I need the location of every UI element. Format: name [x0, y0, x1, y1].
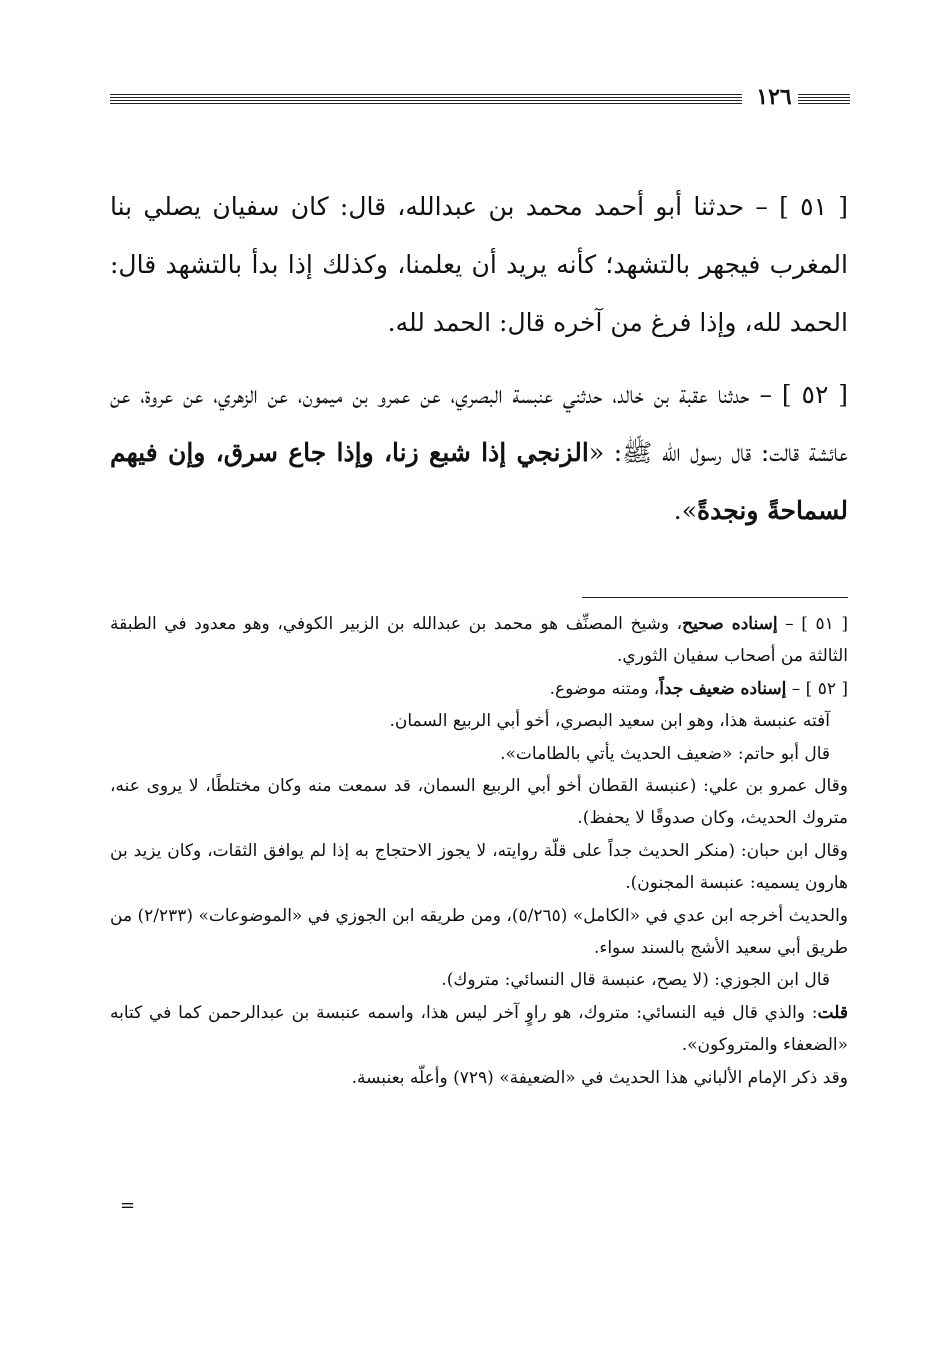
- hadith-text-end: ».: [673, 496, 698, 525]
- qult-label: قلت: [817, 1002, 848, 1023]
- header-rule: [110, 94, 742, 104]
- note-line: والحديث أخرجه ابن عدي في «الكامل» (٥/٢٦٥)، ومن طريقه ابن الجوزي في «الموضوعات» (٢/٢٣٣) من طريق أبي سعيد الأشج بالسند سواء.: [110, 905, 848, 959]
- note-qult: [110, 997, 848, 1062]
- hadith-52: [110, 366, 848, 540]
- note-grade: إسناده ضعيف جداً: [659, 678, 787, 699]
- note-text: ، ومتنه موضوع.: [549, 678, 660, 699]
- hadith-number: [ ٥١ ] –: [755, 192, 849, 221]
- note-number: [ ٥٢ ] –: [791, 678, 848, 699]
- continuation-mark: =: [120, 1195, 136, 1216]
- main-text: [110, 178, 848, 554]
- note-line: قال أبو حاتم: «ضعيف الحديث يأتي بالطامات».: [500, 743, 830, 764]
- footnotes: [110, 608, 848, 1094]
- header-rule-short: [798, 94, 850, 104]
- note-number: [ ٥١ ] –: [785, 614, 848, 634]
- footnote-divider: [582, 597, 848, 598]
- note-grade: إسناده صحيح: [682, 614, 778, 634]
- note-line: قال ابن الجوزي: (لا يصح، عنبسة قال النسائي: متروك).: [441, 970, 830, 991]
- page-number: ١٢٦: [756, 84, 792, 110]
- note-line: آفته عنبسة هذا، وهو ابن سعيد البصري، أخو أبي الربيع السمان.: [389, 711, 830, 732]
- hadith-51: [110, 178, 848, 352]
- note-text: ، وشيخ المصنِّف هو محمد بن عبدالله بن الزبير الكوفي، وهو معدود في الطبقة الثالثة من أصحاب سفيان الثوري.: [110, 614, 848, 667]
- note-line: وقال عمرو بن علي: (عنبسة القطان أخو أبي الربيع السمان، قد سمعت منه وكان مختلطًا، لا يروى عنه، متروك الحديث، وكان صدوقًا لا يحفظ).: [110, 776, 848, 829]
- hadith-text: حدثنا عقبة بن خالد، حدثني عنبسة البصري، عن عمرو بن ميمون، عن الزهري، عن عروة، عن عائشة قالت: قال رسول الله ﷺ: «: [110, 380, 848, 467]
- hadith-matn: الزنجي إذا شبع زنا، وإذا جاع سرق، وإن فيهم لسماحةً ونجدةً: [110, 438, 848, 525]
- note-52: [110, 673, 848, 705]
- note-51: [110, 608, 848, 673]
- hadith-text: حدثنا أبو أحمد محمد بن عبدالله، قال: كان سفيان يصلي بنا المغرب فيجهر بالتشهد؛ كأنه يريد أن يعلمنا، وكذلك إذا بدأ بالتشهد قال: الحمد لله، وإذا فرغ من آخره قال: الحمد لله.: [110, 192, 848, 337]
- note-line: وقال ابن حبان: (منكر الحديث جداً على قلّة روايته، لا يجوز الاحتجاج به إذا لم يوافق الثقات، وكان يزيد بن هارون يسميه: عنبسة المجنون).: [110, 840, 848, 894]
- page-header: [110, 84, 850, 116]
- note-line: وقد ذكر الإمام الألباني هذا الحديث في «الضعيفة» (٧٢٩) وأعلّه بعنبسة.: [351, 1067, 848, 1088]
- hadith-number: [ ٥٢ ] –: [759, 380, 849, 409]
- qult-text: : والذي قال فيه النسائي: متروك، هو راوٍ آخر ليس هذا، واسمه عنبسة بن عبدالرحمن كما في كتابه «الضعفاء والمتروكون».: [110, 1002, 848, 1056]
